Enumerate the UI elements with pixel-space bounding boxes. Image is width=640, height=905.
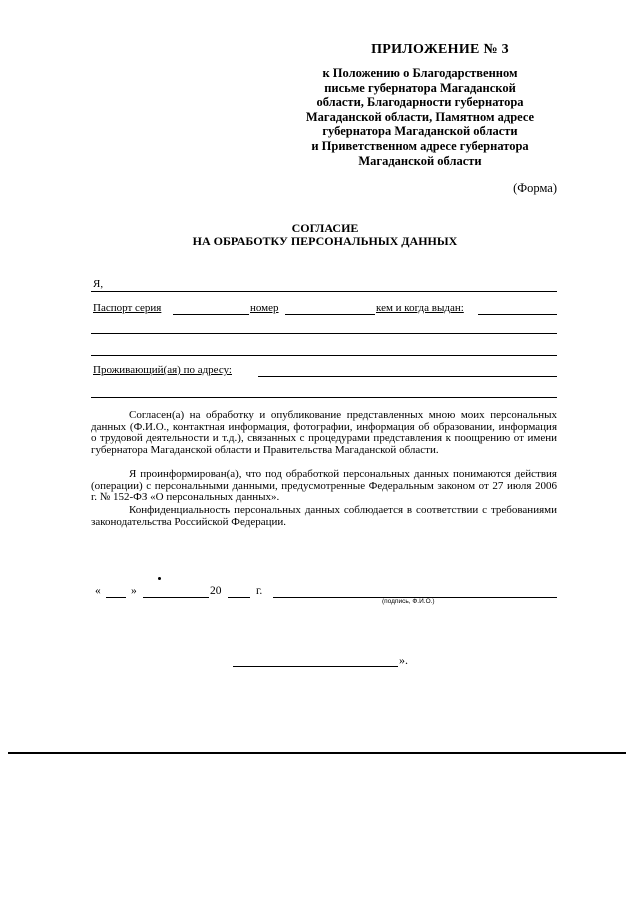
date-year-field[interactable] xyxy=(228,597,250,598)
appendix-subtitle-line: к Положению о Благодарственном xyxy=(322,66,518,80)
date-day-field[interactable] xyxy=(106,597,126,598)
date-quote-open: « xyxy=(95,585,101,597)
document-title-line2: НА ОБРАБОТКУ ПЕРСОНАЛЬНЫХ ДАННЫХ xyxy=(192,234,458,248)
address-field-line2[interactable] xyxy=(91,397,557,398)
appendix-subtitle-line: губернатора Магаданской области xyxy=(322,124,518,139)
confidentiality-paragraph: Конфиденциальность персональных данных соблюдается в соответствии с требованиями законодательства Российской Федерации. xyxy=(91,504,557,528)
passport-number-field[interactable] xyxy=(285,314,375,315)
consent-paragraph: Согласен(а) на обработку и опубликование представленных мною моих персональных данных (Ф.И.О., контактная информация, фотографии, информация об образовании, информация о трудовой деятельности и т.д.), связанных с процедурами представления к поощрению от имени губернатора Магаданской области и Правительства Магаданской области. xyxy=(91,409,557,456)
passport-number-label: номер xyxy=(250,302,279,314)
closing-quote: ». xyxy=(399,653,408,667)
appendix-subtitle-line: письме губернатора Магаданской xyxy=(324,80,516,95)
bottom-rule xyxy=(8,752,626,754)
passport-series-label: Паспорт серия xyxy=(93,302,162,314)
signature-note: (подпись, Ф.И.О.) xyxy=(382,598,435,605)
name-field-line[interactable] xyxy=(91,291,557,292)
appendix-subtitle-line: Магаданской области xyxy=(358,153,482,168)
date-year-suffix: г. xyxy=(256,585,263,597)
issued-by-field-line2[interactable] xyxy=(91,333,557,334)
document-title xyxy=(150,222,500,248)
date-quote-close: » xyxy=(131,585,137,597)
issued-by-label: кем и когда выдан: xyxy=(376,302,464,314)
i-label: Я, xyxy=(93,278,104,290)
date-month-field[interactable] xyxy=(143,597,209,598)
document-title-line1: СОГЛАСИЕ xyxy=(291,221,359,235)
appendix-subtitle-line: области, Благодарности губернатора xyxy=(316,95,524,110)
issued-by-field[interactable] xyxy=(478,314,557,315)
appendix-subtitle-line: и Приветственном адресе губернатора xyxy=(311,138,529,153)
passport-series-field[interactable] xyxy=(173,314,249,315)
issued-by-field-line3[interactable] xyxy=(91,355,557,356)
appendix-subtitle xyxy=(270,66,570,168)
stray-dot xyxy=(158,577,161,580)
informed-paragraph: Я проинформирован(а), что под обработкой персональных данных понимаются действия (операции) с персональными данными, предусмотренные Федеральным законом от 27 июля 2006 г. № 152-ФЗ «О персональных данных». xyxy=(91,468,557,504)
appendix-title: ПРИЛОЖЕНИЕ № 3 xyxy=(371,42,509,57)
date-year-prefix: 20 xyxy=(210,585,222,597)
closing-field[interactable] xyxy=(233,666,398,667)
address-field[interactable] xyxy=(258,376,557,377)
appendix-subtitle-line: Магаданской области, Памятном адресе xyxy=(305,109,535,124)
residing-address-label: Проживающий(ая) по адресу: xyxy=(93,364,232,376)
form-label: (Форма) xyxy=(513,181,557,195)
